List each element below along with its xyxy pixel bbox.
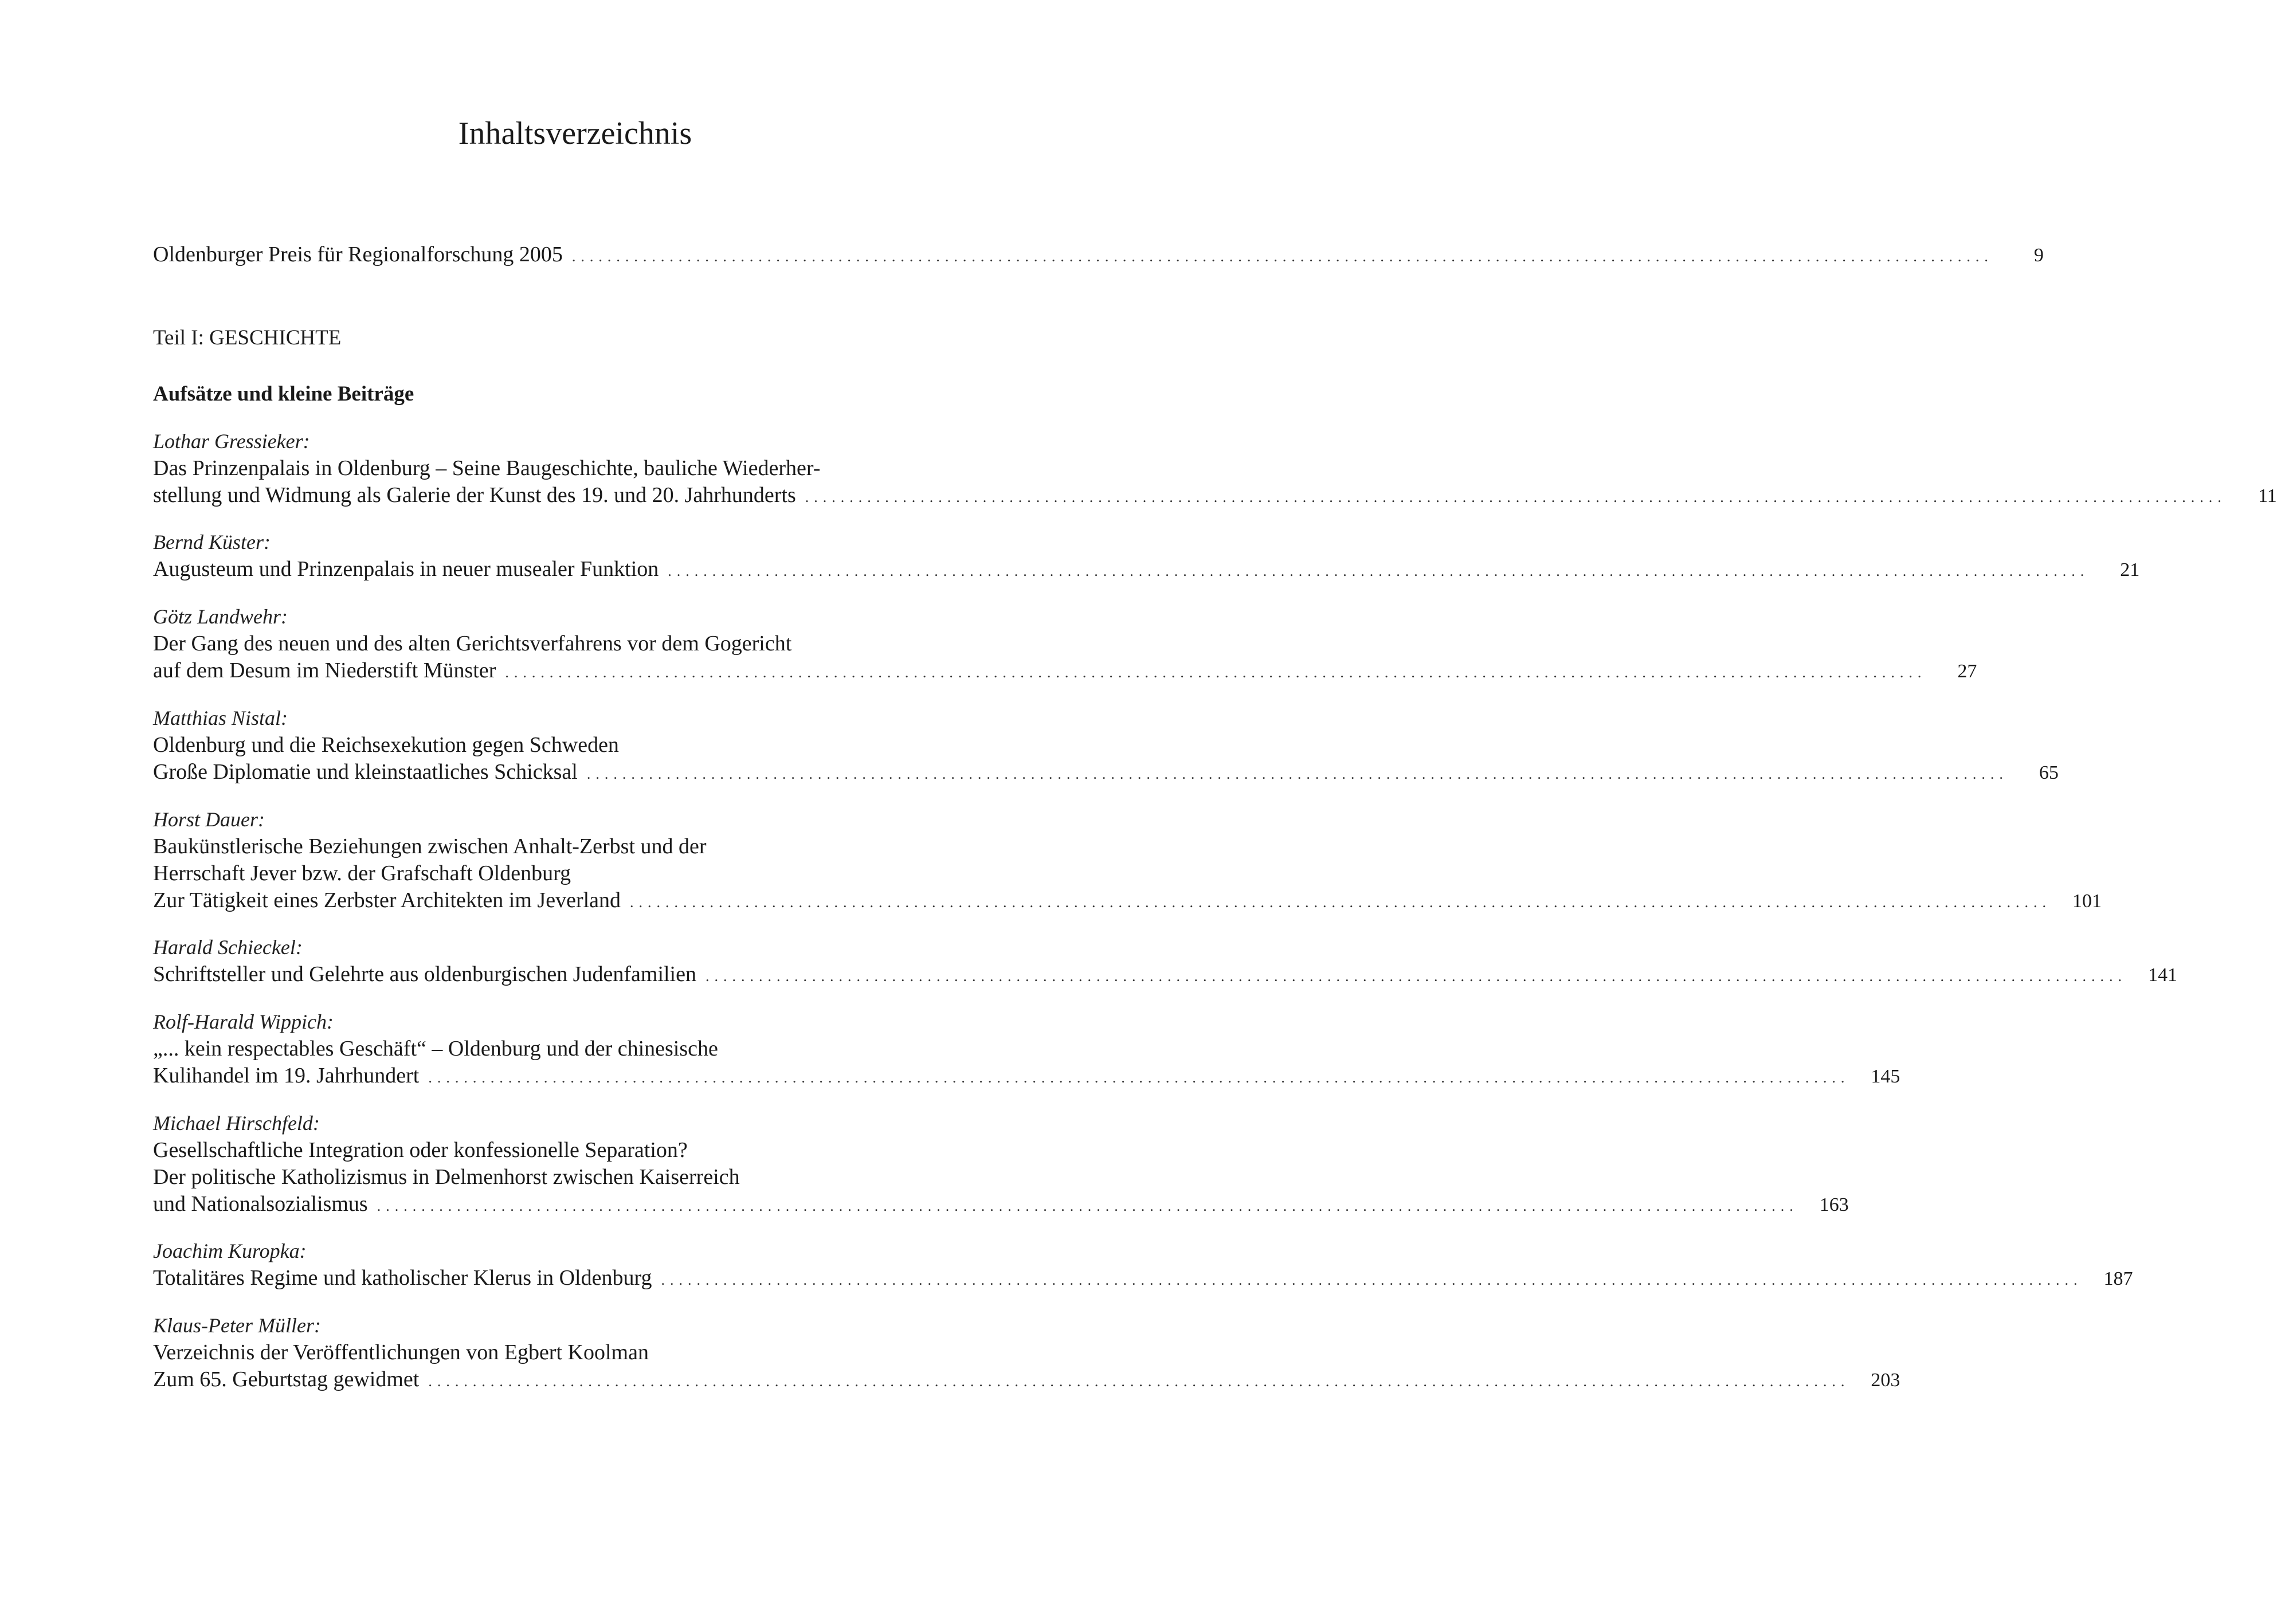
page-number: 65: [2039, 762, 2059, 783]
entry-last-line: [153, 556, 2140, 585]
toc-entry[interactable]: [153, 1110, 1849, 1219]
toc-entry[interactable]: [153, 705, 2059, 787]
toc-entry-preface[interactable]: [153, 241, 2044, 270]
entry-title-line: Zum 65. Geburtstag gewidmet: [153, 1367, 420, 1391]
entry-last-line: [153, 759, 2059, 787]
entry-author: Harald Schieckel:: [153, 936, 303, 959]
entry-last-line: [153, 1265, 2133, 1293]
toc-entry[interactable]: [153, 1312, 1900, 1395]
entry-author: Matthias Nistal:: [153, 707, 288, 729]
page-number: 203: [1871, 1370, 1900, 1391]
page-number: 11: [2258, 485, 2277, 507]
entry-title-line: Verzeichnis der Veröffentlichungen von Egbert Koolman: [153, 1340, 649, 1364]
entry-author: Lothar Gressieker:: [153, 430, 310, 453]
entry-title-line: Kulihandel im 19. Jahrhundert: [153, 1064, 420, 1088]
toc-entry[interactable]: [153, 806, 2102, 916]
entry-title-line: Der Gang des neuen und des alten Gerichtsverfahrens vor dem Gogericht: [153, 631, 792, 656]
toc-entry[interactable]: [153, 529, 2140, 585]
entry-title-line: Schriftsteller und Gelehrte aus oldenburgischen Judenfamilien: [153, 962, 696, 986]
entry-author: Rolf-Harald Wippich:: [153, 1010, 334, 1033]
entry-last-line: [153, 1191, 1849, 1219]
entry-title-line: Der politische Katholizismus in Delmenhorst zwischen Kaiserreich: [153, 1165, 740, 1189]
page-number: 9: [2033, 245, 2044, 266]
entry-title-line: stellung und Widmung als Galerie der Kunst des 19. und 20. Jahrhunderts: [153, 483, 796, 507]
dot-leader: ................................................................................................................................................................: [630, 894, 2052, 911]
entry-title-line: Große Diplomatie und kleinstaatliches Schicksal: [153, 760, 578, 784]
page-number: 141: [2147, 964, 2177, 986]
section-heading: Aufsätze und kleine Beiträge: [153, 382, 414, 406]
page-number: 21: [2120, 559, 2140, 580]
entry-title-line: Baukünstlerische Beziehungen zwischen Anhalt-Zerbst und der: [153, 834, 707, 858]
entry-author: Michael Hirschfeld:: [153, 1112, 320, 1135]
part-heading: Teil I: GESCHICHTE: [153, 326, 342, 350]
page-number: 101: [2072, 891, 2102, 912]
toc-entry[interactable]: [153, 1009, 1900, 1091]
dot-leader: ................................................................................................................................................................: [805, 489, 2227, 505]
toc-entry[interactable]: [153, 1238, 2133, 1293]
entry-author: Horst Dauer:: [153, 808, 265, 831]
entry-title-line: Augusteum und Prinzenpalais in neuer musealer Funktion: [153, 557, 659, 581]
dot-leader: ................................................................................................................................................................: [505, 664, 1927, 681]
dot-leader: ................................................................................................................................................................: [428, 1069, 1850, 1086]
entry-title-line: Oldenburg und die Reichsexekution gegen Schweden: [153, 733, 619, 757]
entry-title-line: Herrschaft Jever bzw. der Grafschaft Oldenburg: [153, 861, 571, 885]
page-number: 163: [1819, 1194, 1849, 1215]
entry-title-line: und Nationalsozialismus: [153, 1192, 368, 1216]
dot-leader: ................................................................................................................................................................: [661, 1272, 2083, 1288]
entry-last-line: [153, 961, 2177, 990]
entry-title: Oldenburger Preis für Regionalforschung 2005: [153, 242, 563, 266]
toc-entry[interactable]: [153, 603, 1977, 686]
entry-author: Götz Landwehr:: [153, 605, 288, 628]
page-number: 187: [2103, 1268, 2133, 1289]
entry-title-line: Das Prinzenpalais in Oldenburg – Seine Baugeschichte, bauliche Wiederher-: [153, 456, 821, 480]
dot-leader: ................................................................................................................................................................: [377, 1198, 1798, 1214]
entry-author: Bernd Küster:: [153, 531, 271, 554]
dot-leader: ................................................................................................................................................................: [668, 563, 2090, 579]
entry-last-line: [153, 887, 2102, 916]
entry-title-line: Totalitäres Regime und katholischer Klerus in Oldenburg: [153, 1266, 652, 1290]
entry-title-line: Zur Tätigkeit eines Zerbster Architekten im Jeverland: [153, 888, 621, 912]
entry-last-line: [153, 482, 2277, 511]
dot-leader: ................................................................................................................................................................: [586, 766, 2008, 782]
entry-title-line: „... kein respectables Geschäft“ – Oldenburg und der chinesische: [153, 1037, 718, 1061]
entry-last-line: [153, 1366, 1900, 1395]
entry-last-line: [153, 657, 1977, 686]
page-title: Inhaltsverzeichnis: [458, 116, 692, 151]
entry-author: Klaus-Peter Müller:: [153, 1314, 321, 1337]
dot-leader: ................................................................................................................................................................: [571, 248, 1993, 265]
entry-title-line: auf dem Desum im Niederstift Münster: [153, 658, 496, 682]
dot-leader: ................................................................................................................................................................: [428, 1373, 1850, 1390]
dot-leader: ................................................................................................................................................................: [705, 968, 2127, 984]
entry-title-line: Gesellschaftliche Integration oder konfessionelle Separation?: [153, 1138, 688, 1162]
entry-last-line: [153, 1062, 1900, 1091]
toc-entry[interactable]: [153, 428, 2277, 511]
page-number: 27: [1957, 661, 1977, 682]
toc-entry[interactable]: [153, 934, 2177, 990]
page-number: 145: [1871, 1066, 1900, 1087]
entry-author: Joachim Kuropka:: [153, 1239, 307, 1262]
